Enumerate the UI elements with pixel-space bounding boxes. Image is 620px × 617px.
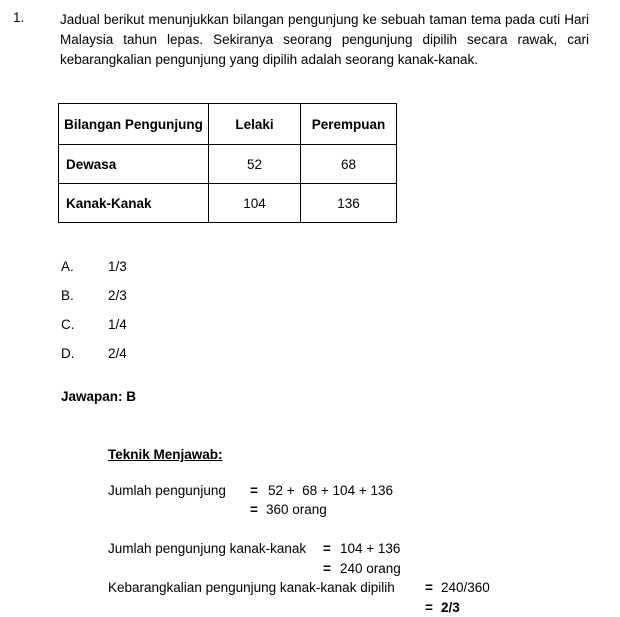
table-row	[59, 184, 397, 223]
option-letter: C.	[61, 317, 75, 332]
solution-label: Kebarangkalian pengunjung kanak-kanak dipilih	[108, 580, 395, 595]
option-letter: A.	[61, 259, 74, 274]
table-cell: 68	[301, 145, 397, 184]
solution-expression: 360 orang	[266, 502, 327, 517]
option-value: 1/4	[108, 317, 127, 332]
table-cell: 104	[209, 184, 301, 223]
solution-label: Jumlah pengunjung kanak-kanak	[108, 541, 307, 556]
equals-sign: =	[425, 600, 433, 615]
table-cell: Dewasa	[59, 145, 209, 184]
equals-sign: =	[323, 561, 331, 576]
table-cell: 52	[209, 145, 301, 184]
equals-sign: =	[250, 483, 258, 498]
option-letter: D.	[61, 346, 75, 361]
option-value: 2/3	[108, 288, 127, 303]
solution-title: Teknik Menjawab:	[108, 447, 223, 462]
table-cell: 136	[301, 184, 397, 223]
question-text: Jadual berikut menunjukkan bilangan pengunjung ke sebuah taman tema pada cuti Hari Malaysia tahun lepas. Sekiranya seorang pengunjung dipilih secara rawak, cari kebarangkalian pengunjung yang dipilih adalah seorang kanak-kanak.	[60, 12, 589, 67]
option-value: 1/3	[108, 259, 127, 274]
final-answer: 2/3	[441, 600, 460, 615]
option-letter: B.	[61, 288, 74, 303]
table-cell: Kanak-Kanak	[59, 184, 209, 223]
option-value: 2/4	[108, 346, 127, 361]
equals-sign: =	[425, 580, 433, 595]
solution-expression: 104 + 136	[340, 541, 401, 556]
table-header: Perempuan	[301, 104, 397, 145]
table-header-row	[59, 104, 397, 145]
solution-expression: 240 orang	[340, 561, 401, 576]
solution-expression: 240/360	[441, 580, 490, 595]
table-header: Bilangan Pengunjung	[59, 104, 209, 145]
table-header: Lelaki	[209, 104, 301, 145]
solution-expression: 52 + 68 + 104 + 136	[268, 483, 393, 498]
visitor-table	[58, 103, 397, 223]
solution-label: Jumlah pengunjung	[108, 483, 226, 498]
equals-sign: =	[250, 502, 258, 517]
question-number: 1.	[13, 10, 25, 25]
equals-sign: =	[323, 541, 331, 556]
answer: Jawapan: B	[61, 389, 137, 404]
table-row	[59, 145, 397, 184]
